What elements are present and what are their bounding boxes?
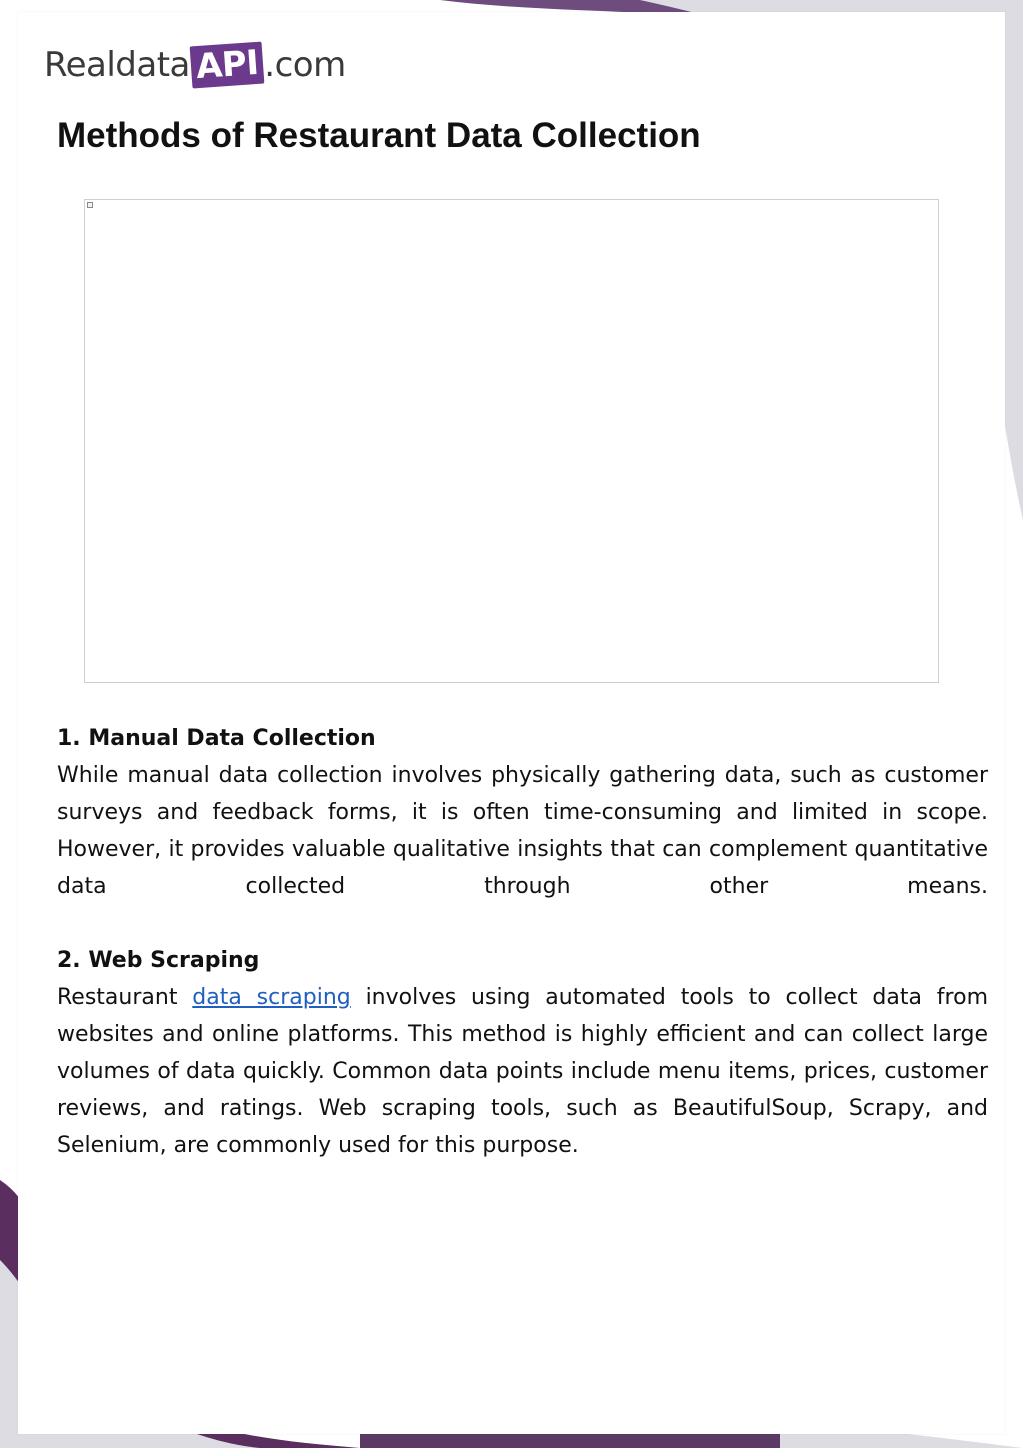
data-scraping-link[interactable]: data scraping [192, 985, 351, 1010]
image-placeholder [84, 199, 939, 683]
body-text-before-link: Restaurant [57, 985, 193, 1010]
logo-prefix: Realdata [44, 45, 190, 85]
section-body-web-scraping [57, 979, 988, 1164]
article-content [57, 720, 988, 1164]
page-title: Methods of Restaurant Data Collection [57, 116, 701, 155]
logo-api-badge: API [190, 42, 265, 89]
realdataapi-logo[interactable] [44, 40, 346, 90]
body-text-after-link: involves using automated tools to collect data from websites and online platforms. This method is highly efficient and can collect large volumes of data quickly. Common data points include menu items, prices, customer reviews, and ratings. Web scraping tools, such as BeautifulSoup, Scrapy, and Selenium, are commonly used for this purpose. [57, 985, 988, 1158]
section-heading-web-scraping: 2. Web Scraping [57, 948, 260, 973]
broken-image-icon [87, 202, 93, 208]
section-heading-manual: 1. Manual Data Collection [57, 726, 376, 751]
logo-suffix: .com [264, 45, 346, 85]
section-body-manual: While manual data collection involves physically gathering data, such as customer surveys and feedback forms, it is often time-consuming and limited in scope. However, it provides valuable qualitative insights that can complement quantitative data collected through other means. [57, 763, 988, 899]
section-spacer [57, 905, 988, 942]
